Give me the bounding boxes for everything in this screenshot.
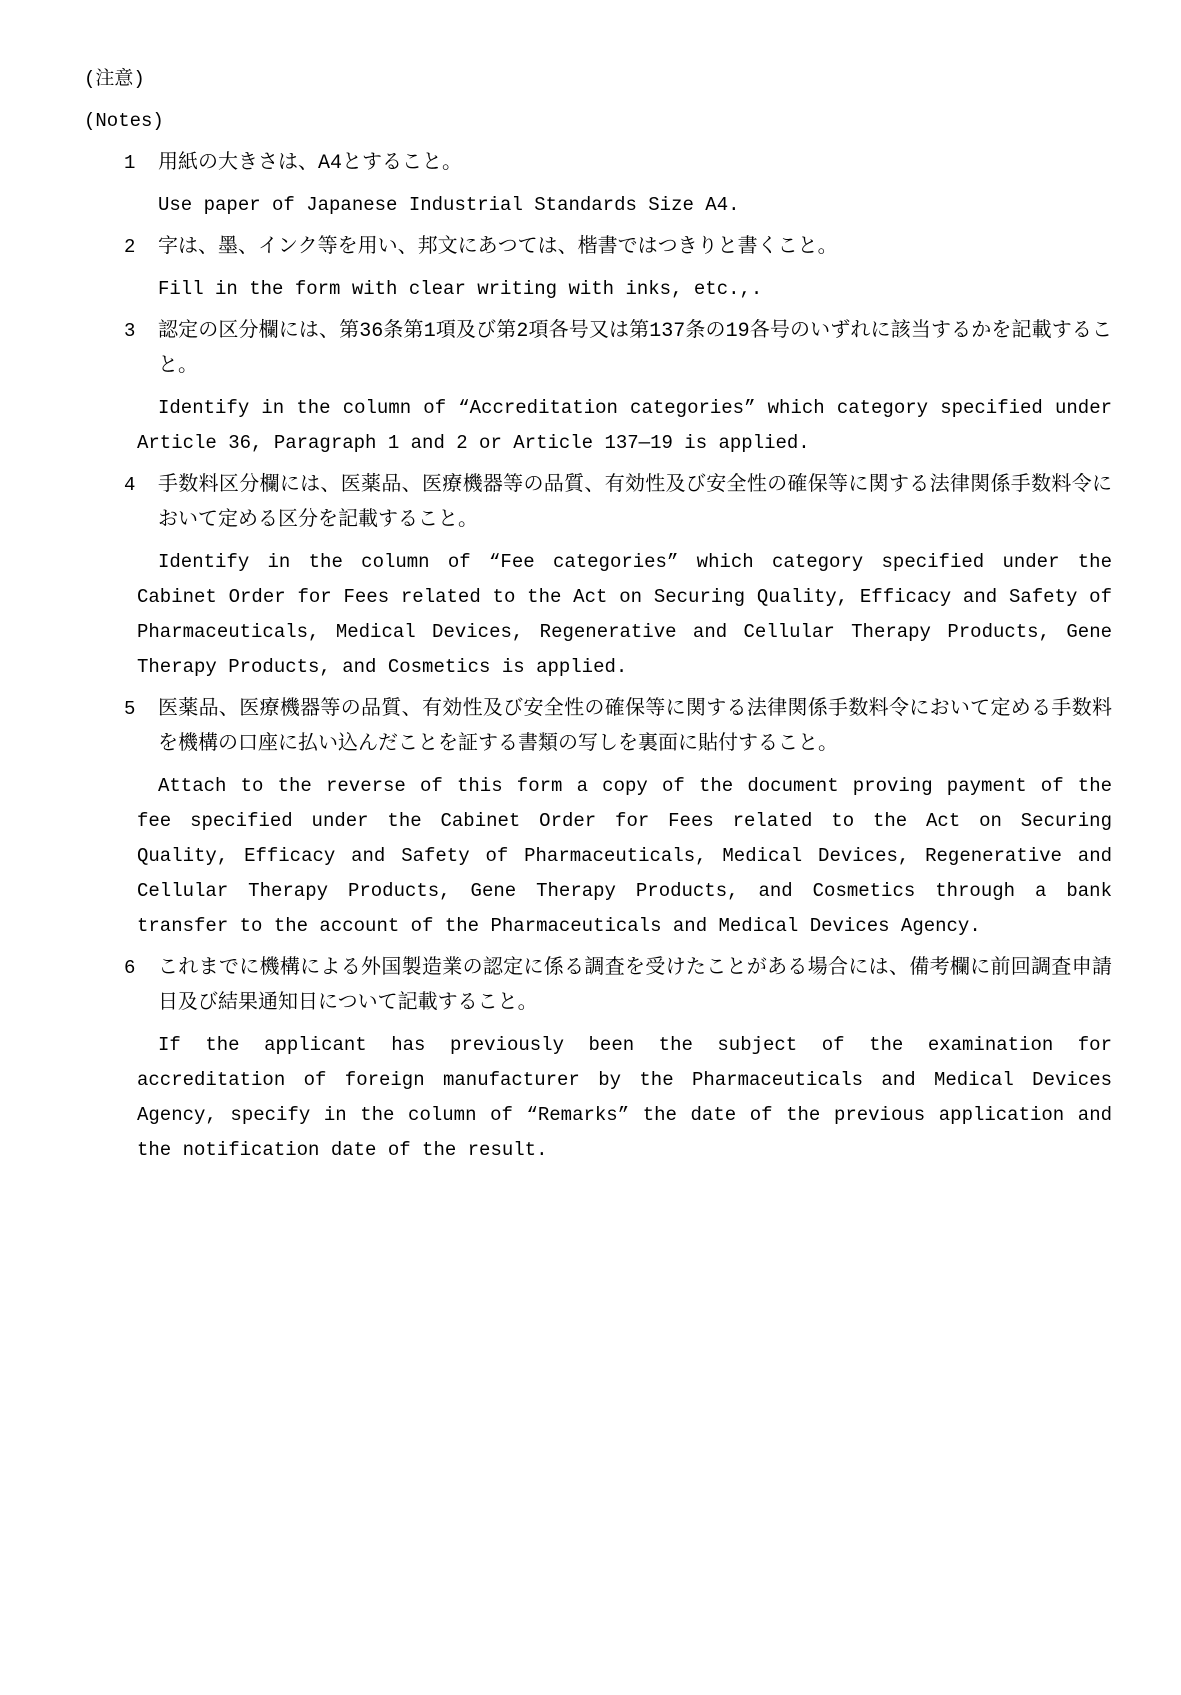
heading-english: (Notes) xyxy=(84,110,164,132)
note-japanese: 手数料区分欄には、医薬品、医療機器等の品質、有効性及び安全性の確保等に関する法律関係手数料令において定める区分を記載すること。 xyxy=(158,474,1112,532)
note-japanese-row xyxy=(124,314,1112,384)
note-japanese-row xyxy=(124,230,1112,265)
note-item-2 xyxy=(84,230,1112,307)
note-japanese: 認定の区分欄には、第36条第1項及び第2項各号又は第137条の19各号のいずれに該当するかを記載すること。 xyxy=(158,320,1112,378)
note-japanese: 医薬品、医療機器等の品質、有効性及び安全性の確保等に関する法律関係手数料令において定める手数料を機構の口座に払い込んだことを証する書類の写しを裏面に貼付すること。 xyxy=(158,698,1112,756)
note-english: Fill in the form with clear writing with inks, etc.,. xyxy=(158,278,763,300)
note-number: 4 xyxy=(124,474,136,496)
note-japanese: 用紙の大きさは、A4とすること。 xyxy=(158,152,463,175)
note-item-5 xyxy=(84,692,1112,944)
note-item-6 xyxy=(84,951,1112,1168)
note-japanese: 字は、墨、インク等を用い、邦文にあつては、楷書ではつきりと書くこと。 xyxy=(158,236,838,259)
note-english: Identify in the column of “Accreditation categories” which category specified under Article 36, Paragraph 1 and 2 or Article 137—19 is applied. xyxy=(137,397,1112,454)
heading-japanese: (注意) xyxy=(84,68,145,90)
note-japanese-row xyxy=(124,692,1112,762)
note-japanese-row xyxy=(124,951,1112,1021)
note-english: If the applicant has previously been the subject of the examination for accreditation of foreign manufacturer by the Pharmaceuticals and Medical Devices Agency, specify in the column of “Remarks” the date of the previous application and the notification date of the result. xyxy=(137,1034,1112,1161)
note-japanese-row xyxy=(124,468,1112,538)
note-item-3 xyxy=(84,314,1112,461)
note-number: 6 xyxy=(124,957,136,979)
note-number: 5 xyxy=(124,698,136,720)
note-english: Use paper of Japanese Industrial Standards Size A4. xyxy=(158,194,740,216)
notes-page xyxy=(84,62,1112,1175)
note-japanese: これまでに機構による外国製造業の認定に係る調査を受けたことがある場合には、備考欄に前回調査申請日及び結果通知日について記載すること。 xyxy=(158,957,1112,1015)
note-number: 1 xyxy=(124,152,136,174)
note-japanese-row xyxy=(124,146,1112,181)
note-number: 3 xyxy=(124,320,136,342)
note-item-4 xyxy=(84,468,1112,685)
note-number: 2 xyxy=(124,236,136,258)
note-english: Attach to the reverse of this form a copy of the document proving payment of the fee specified under the Cabinet Order for Fees related to the Act on Securing Quality, Efficacy and Safety of Pharmaceuticals, Medical Devices, Regenerative and Cellular Therapy Products, Gene Therapy Products, and Cosmetics through a bank transfer to the account of the Pharmaceuticals and Medical Devices Agency. xyxy=(137,775,1112,937)
note-item-1 xyxy=(84,146,1112,223)
note-english: Identify in the column of “Fee categories” which category specified under the Cabinet Order for Fees related to the Act on Securing Quality, Efficacy and Safety of Pharmaceuticals, Medical Devices, Regenerative and Cellular Therapy Products, Gene Therapy Products, and Cosmetics is applied. xyxy=(137,551,1112,678)
